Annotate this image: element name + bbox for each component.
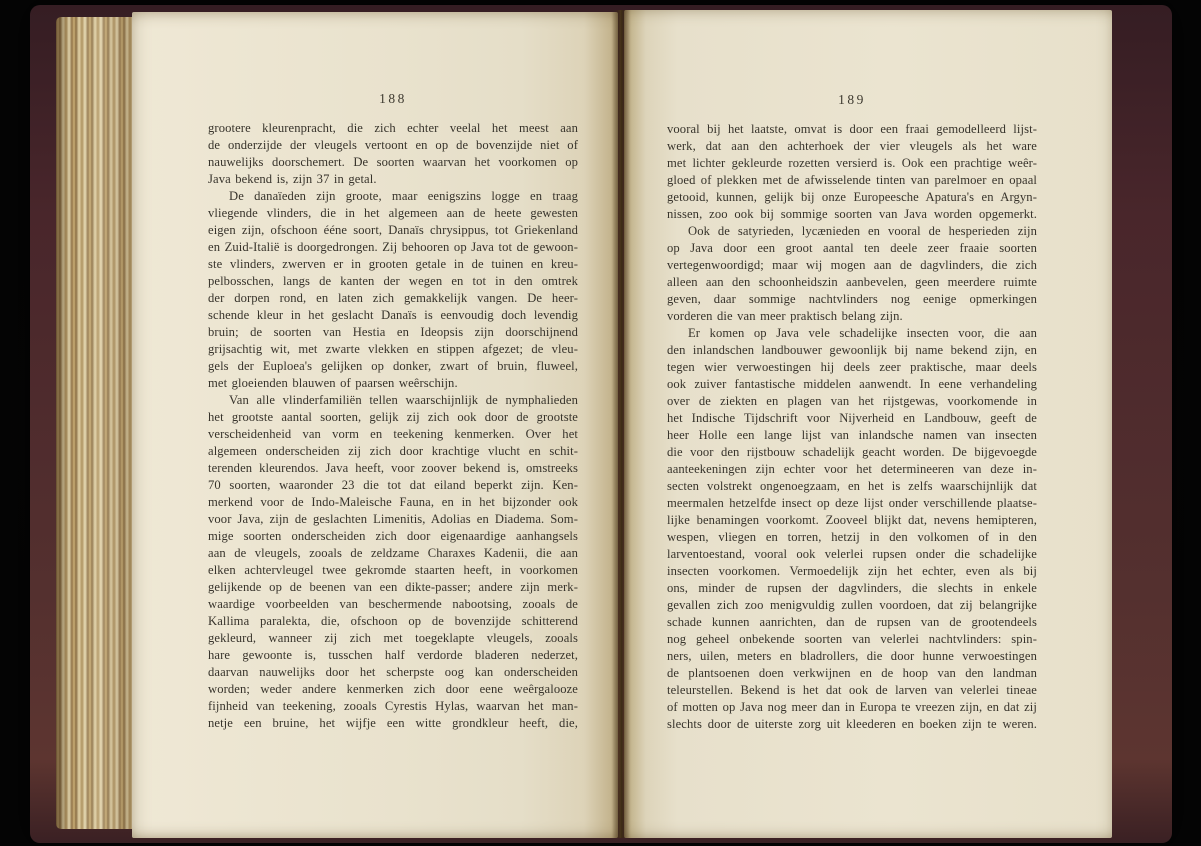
text-line: voor Java, zijn de geslachten Limenitis, Adolias en Diadema. Som- — [208, 512, 578, 526]
text-line: gevallen zich zoo menigvuldig zullen voordoen, dat zij belangrijke — [667, 598, 1037, 612]
text-line: of motten op Java nog meer dan in Europa te vreezen zijn, en dat zij — [667, 700, 1037, 714]
text-line: slechts door de uiterste zorg uit kleederen en boeken zijn te weren. — [667, 717, 1037, 731]
text-line: op Java door een groot aantal ten deele zeer fraaie soorten — [667, 241, 1037, 255]
text-line: hare gewoonte is, tusschen half verdorde bladeren nederzet, — [208, 648, 578, 662]
text-line: over de ziekten en plagen van het rijstgewas, voorkomende in — [667, 394, 1037, 408]
page-number: 188 — [379, 91, 407, 106]
text-line: Van alle vlinderfamiliën tellen waarschijnlijk de nymphalieden — [229, 393, 578, 407]
text-line: der dorpen rond, en laten zich gemakkelijk vangen. De heer- — [208, 291, 578, 305]
text-line: en Zuid-Italië is doorgedrongen. Zij behooren op Java tot de gewoon- — [208, 240, 578, 254]
text-line: merkend voor de Indo-Maleische Fauna, en in het bijzonder ook — [208, 495, 578, 509]
text-line: larventoestand, vooral ook velerlei rupsen onder die schadelijke — [667, 547, 1037, 561]
text-line: grijsachtig wit, met zwarte vlekken en stippen afgezet; de vleu- — [208, 342, 578, 356]
text-line: het Indische Tijdschrift voor Nijverheid en Landbouw, geeft de — [667, 411, 1037, 425]
text-line: verscheidenheid van vorm en teekening kenmerken. Over het — [208, 427, 578, 441]
text-line: ons, minder de rupsen der dagvlinders, die slechts in enkele — [667, 581, 1037, 595]
text-line: waardige voorbeelden van beschermende nabootsing, zooals de — [208, 597, 578, 611]
text-line: ook zuiver fantastische middelen aanwendt. In eene verhandeling — [667, 377, 1037, 391]
text-line: Java bekend is, zijn 37 in getal. — [208, 172, 377, 186]
text-line: aanteekeningen zijn echter voor het determineeren van deze in- — [667, 462, 1037, 476]
text-line: met gloeienden blauwen of paarsen weêrschijn. — [208, 376, 458, 390]
text-line: heer Holle een lange lijst van inlandsche namen van insecten — [667, 428, 1037, 442]
page-189-content — [624, 10, 1112, 733]
page-text-block — [208, 120, 578, 732]
text-line: geven, daar sommige nachtvlinders nog eenige opmerkingen — [667, 292, 1037, 306]
text-line: nog geheel onbekende soorten van velerlei nachtvlinders: spin- — [667, 632, 1037, 646]
text-line: algemeen onderscheiden zij zich door krachtige vlucht en schit- — [208, 444, 578, 458]
text-line: gels der Euploea's gelijken op donker, zwart of bruin, fluweel, — [208, 359, 578, 373]
text-line: Ook de satyrieden, lycænieden en vooral de hesperieden zijn — [688, 224, 1037, 238]
text-line: nissen, zoo ook bij sommige soorten van Java worden opgemerkt. — [667, 207, 1037, 221]
text-line: gekleurd, wanneer zij zich met toegeklapte vleugels, zooals — [208, 631, 578, 645]
page-text-block — [667, 121, 1037, 733]
text-line: terenden kleurendos. Java heeft, voor zoover bekend is, omstreeks — [208, 461, 578, 475]
text-line: teleurstellen. Bekend is het dat ook de larven van velerlei tineae — [667, 683, 1037, 697]
text-line: ste vlinders, zwerven er in grooten getale in de tuinen en kreu- — [208, 257, 578, 271]
text-line: fijnheid van teekening, zooals Cyrestis Hylas, waarvan het man- — [208, 699, 578, 713]
text-line: secten volstrekt ongenoegzaam, en het is zelfs waarschijnlijk dat — [667, 479, 1037, 493]
text-line: vliegende vlinders, die in het algemeen aan de heete gewesten — [208, 206, 578, 220]
text-line: vorderen die van meer praktisch belang zijn. — [667, 309, 903, 323]
text-line: eigen zijn, ofschoon ééne soort, Danaïs chrysippus, tot Griekenland — [208, 223, 578, 237]
text-line: vooral bij het laatste, omvat is door een fraai gemodelleerd lijst- — [667, 122, 1037, 136]
text-line: worden; weder andere kenmerken zich door eene weêrgalooze — [208, 682, 578, 696]
text-line: daarvan nauwelijks door het scherpste oog kan onderscheiden — [208, 665, 578, 679]
text-line: grootere kleurenpracht, die zich echter veelal het meest aan — [208, 121, 578, 135]
text-line: tegen wier verwoestingen hij deels zeer praktische, maar deels — [667, 360, 1037, 374]
text-line: vertegenwoordigd; maar wij mogen aan de dagvlinders, die zich — [667, 258, 1037, 272]
text-line: pelbosschen, langs de kanten der wegen en tot in den omtrek — [208, 274, 578, 288]
text-line: schade kunnen aanrichten, dan de rupsen van de grootendeels — [667, 615, 1037, 629]
text-line: ners, uilen, meters en bladrollers, die door hunne verwoestingen — [667, 649, 1037, 663]
book-gutter — [612, 10, 630, 838]
text-line: insecten voorkomen. Vermoedelijk zijn het echter, even als bij — [667, 564, 1037, 578]
text-line: werk, dat aan den achterhoek der vier vleugels als het ware — [667, 139, 1037, 153]
page-189 — [624, 10, 1112, 838]
text-line: Er komen op Java vele schadelijke insecten voor, die aan — [688, 326, 1037, 340]
text-line: 70 soorten, waaronder 23 die tot dat eiland beperkt zijn. Ken- — [208, 478, 578, 492]
text-line: schende kleur in het geslacht Danaïs is eenvoudig doch levendig — [208, 308, 578, 322]
text-line: gloed of plekken met de afwisselende tinten van parelmoer en opaal — [667, 173, 1037, 187]
text-line: getooid, kunnen, gelijk bij onze Europeesche Apatura's en Argyn- — [667, 190, 1037, 204]
text-line: netje een bruine, het wijfje een witte grondkleur heeft, die, — [208, 716, 578, 730]
text-line: mige soorten onderscheiden zich door eigenaardige aanhangsels — [208, 529, 578, 543]
text-line: den inlandschen landbouwer gewoonlijk bij name bekend zijn, en — [667, 343, 1037, 357]
page-edges-left — [56, 17, 136, 829]
text-line: meermalen hetzelfde insect op deze lijst onder verschillende plaatse- — [667, 496, 1037, 510]
text-line: alleen aan den schoonheidszin aanbevelen, geen meerdere ruimte — [667, 275, 1037, 289]
page-188-content — [132, 12, 618, 732]
text-line: de plantsoenen doen verkwijnen en de hoop van den landman — [667, 666, 1037, 680]
text-line: lijke benamingen voorkomt. Zooveel blijkt dat, nevens hemipteren, — [667, 513, 1037, 527]
text-line: aan de vleugels, zooals de zeldzame Charaxes Kadenii, die aan — [208, 546, 578, 560]
text-line: de onderzijde der vleugels vertoont en op de bovenzijde niet of — [208, 138, 578, 152]
text-line: elken achtervleugel twee gekromde staarten heeft, in voorkomen — [208, 563, 578, 577]
page-number: 189 — [838, 92, 866, 107]
text-line: gelijkende op de beenen van een dikte-passer; andere zijn merk- — [208, 580, 578, 594]
text-line: bruin; de soorten van Hestia en Ideopsis zijn doorschijnend — [208, 325, 578, 339]
text-line: nauwelijks doorschemert. De soorten waarvan het voorkomen op — [208, 155, 578, 169]
page-188 — [132, 12, 618, 838]
text-line: met lichter gekleurde rozetten versierd is. Ook een prachtige weêr- — [667, 156, 1037, 170]
text-line: Kallima paralekta, die, ofschoon op de bovenzijde schitterend — [208, 614, 578, 628]
text-line: het grootste aantal soorten, gelijk zij zich ook door de grootste — [208, 410, 578, 424]
book-cover — [30, 5, 1172, 843]
text-line: die voor den rijstbouw schadelijk geacht worden. De bijgevoegde — [667, 445, 1037, 459]
text-line: De danaïeden zijn groote, maar eenigszins logge en traag — [229, 189, 578, 203]
page-edges-right — [1112, 19, 1144, 825]
text-line: wespen, vliegen en torren, hetzij in den volkomen of in den — [667, 530, 1037, 544]
